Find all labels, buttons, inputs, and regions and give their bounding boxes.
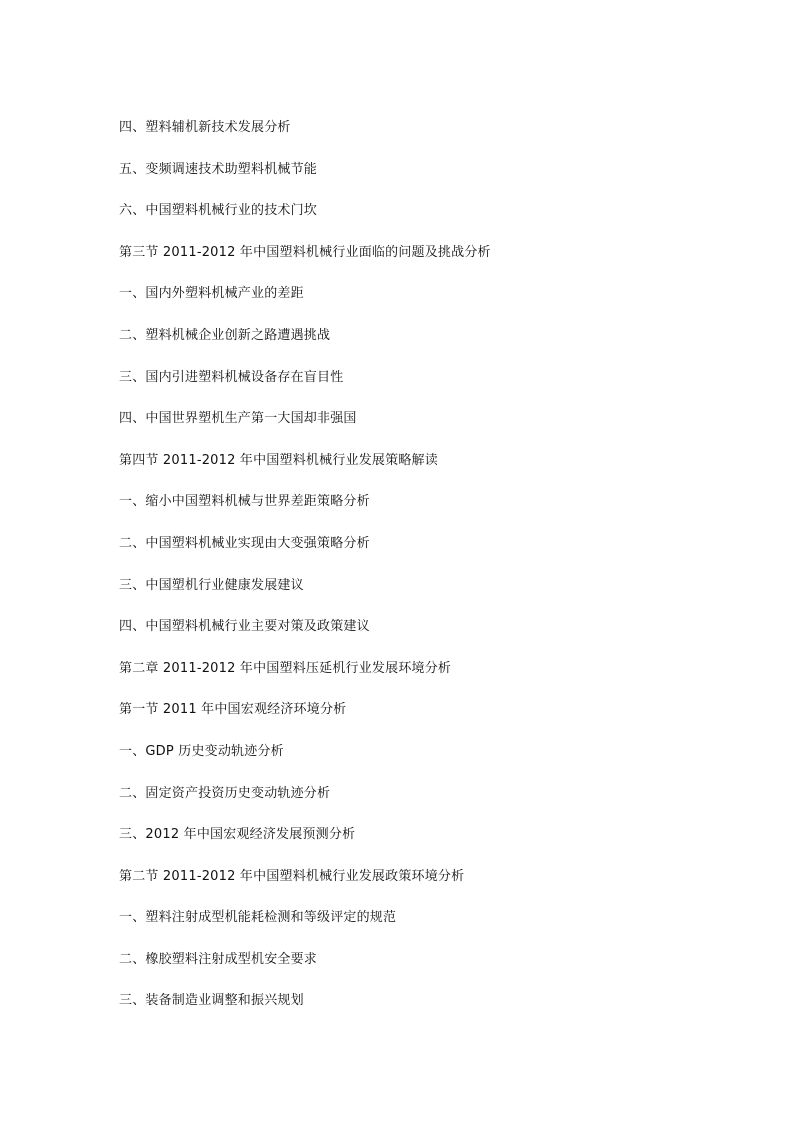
toc-line: 五、变频调速技术助塑料机械节能 xyxy=(119,161,318,177)
toc-line: 六、中国塑料机械行业的技术门坎 xyxy=(119,203,318,219)
table-of-contents xyxy=(119,117,719,1032)
toc-chapter-heading: 第二章 2011-2012 年中国塑料压延机行业发展环境分析 xyxy=(119,660,452,676)
toc-section-heading: 第一节 2011 年中国宏观经济环境分析 xyxy=(119,702,347,718)
toc-line: 四、中国世界塑机生产第一大国却非强国 xyxy=(119,411,357,427)
toc-line: 二、橡胶塑料注射成型机安全要求 xyxy=(119,951,318,967)
toc-section-heading: 第二节 2011-2012 年中国塑料机械行业发展政策环境分析 xyxy=(119,868,465,884)
toc-section-heading: 第四节 2011-2012 年中国塑料机械行业发展策略解读 xyxy=(119,452,438,468)
toc-line: 三、国内引进塑料机械设备存在盲目性 xyxy=(119,369,344,385)
toc-line: 一、缩小中国塑料机械与世界差距策略分析 xyxy=(119,494,370,510)
toc-line: 三、装备制造业调整和振兴规划 xyxy=(119,993,304,1009)
toc-line: 一、塑料注射成型机能耗检测和等级评定的规范 xyxy=(119,910,397,926)
toc-line: 二、固定资产投资历史变动轨迹分析 xyxy=(119,785,331,801)
toc-line: 二、塑料机械企业创新之路遭遇挑战 xyxy=(119,327,331,343)
toc-section-heading: 第三节 2011-2012 年中国塑料机械行业面临的问题及挑战分析 xyxy=(119,244,491,260)
toc-line: 四、塑料辅机新技术发展分析 xyxy=(119,120,291,135)
toc-line: 四、中国塑料机械行业主要对策及政策建议 xyxy=(119,619,370,635)
toc-line: 一、国内外塑料机械产业的差距 xyxy=(119,286,304,302)
toc-line: 二、中国塑料机械业实现由大变强策略分析 xyxy=(119,535,370,551)
toc-line: 三、中国塑机行业健康发展建议 xyxy=(119,577,304,593)
toc-line: 一、GDP 历史变动轨迹分析 xyxy=(119,743,284,759)
toc-line: 三、2012 年中国宏观经济发展预测分析 xyxy=(119,827,356,843)
